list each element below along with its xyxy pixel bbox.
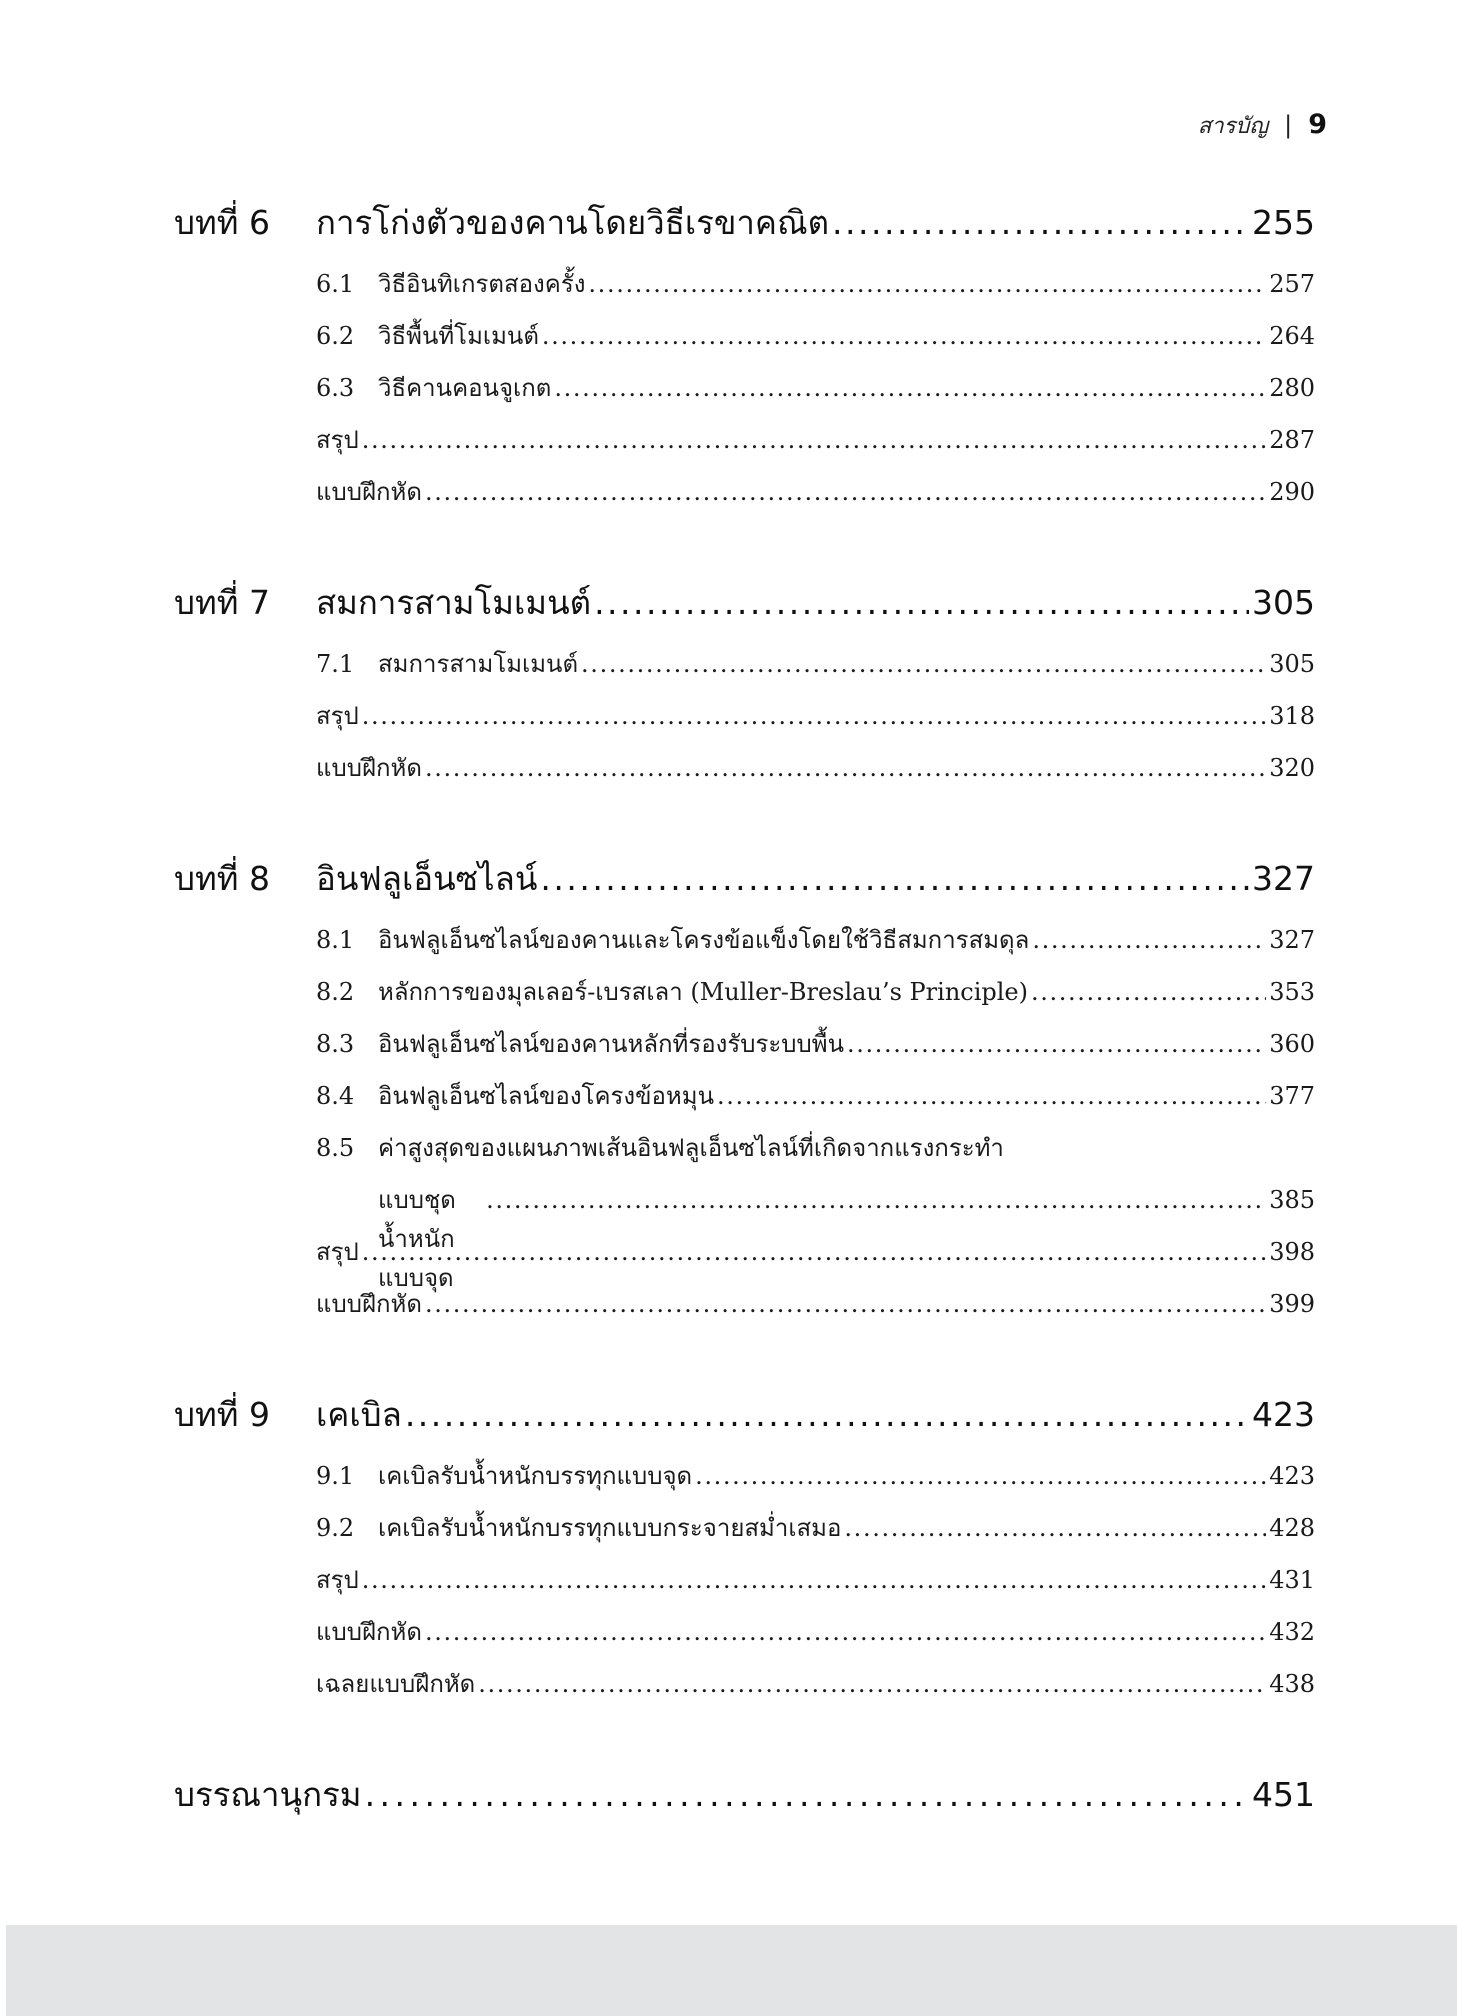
dot-leader (1032, 926, 1266, 954)
chapter-7 (174, 576, 1315, 800)
section-title: เคเบิลรับน้ำหนักบรรทุกแบบกระจายสม่ำเสมอ (378, 1514, 842, 1542)
dot-leader (425, 1618, 1266, 1646)
section-title: สมการสามโมเมนต์ (378, 650, 579, 678)
chapter-title: เคเบิล (316, 1395, 402, 1434)
section-list (316, 920, 1315, 1336)
toc-entry[interactable] (316, 1612, 1315, 1664)
section-page: 305 (1269, 650, 1315, 678)
section-page: 423 (1269, 1462, 1315, 1490)
dot-leader (365, 1775, 1249, 1814)
entry-first-line (316, 1128, 1315, 1180)
chapter-heading[interactable] (174, 1388, 1315, 1452)
section-title: เคเบิลรับน้ำหนักบรรทุกแบบจุด (378, 1462, 693, 1490)
dot-leader (588, 270, 1266, 298)
dot-leader (478, 1670, 1266, 1698)
section-title: สรุป (316, 1238, 359, 1266)
section-title: อินฟลูเอ็นซไลน์ของคานและโครงข้อแข็งโดยใช้วิธีสมการสมดุล (378, 926, 1030, 954)
toc-entry[interactable] (316, 1456, 1315, 1508)
toc-entry[interactable] (316, 1284, 1315, 1336)
table-of-contents (174, 196, 1315, 1832)
dot-leader (594, 583, 1249, 622)
dot-leader (362, 702, 1266, 730)
toc-entry[interactable] (316, 1024, 1315, 1076)
dot-leader (844, 1514, 1266, 1542)
dot-leader (362, 1238, 1266, 1266)
chapter-heading[interactable] (174, 852, 1315, 916)
toc-entry[interactable] (316, 920, 1315, 972)
chapter-title: สมการสามโมเมนต์ (316, 583, 592, 622)
section-title: แบบฝึกหัด (316, 1618, 422, 1646)
chapter-page: 305 (1252, 583, 1315, 622)
section-title: อินฟลูเอ็นซไลน์ของโครงข้อหมุน (378, 1082, 714, 1110)
toc-entry[interactable] (316, 1560, 1315, 1612)
section-page: 264 (1269, 322, 1315, 350)
dot-leader (1031, 978, 1266, 1006)
section-title: สรุป (316, 426, 359, 454)
toc-entry[interactable] (316, 1508, 1315, 1560)
section-number: 8.3 (316, 1030, 355, 1058)
section-list (316, 1456, 1315, 1716)
section-title-line2: แบบชุดน้ำหนักแบบจุด (378, 1186, 456, 1292)
chapter-label: บทที่ 6 (174, 203, 270, 242)
toc-entry[interactable] (316, 472, 1315, 524)
section-title: อินฟลูเอ็นซไลน์ของคานหลักที่รองรับระบบพื้น (378, 1030, 844, 1058)
section-title: สรุป (316, 702, 359, 730)
section-number: 7.1 (316, 650, 355, 678)
section-title: สรุป (316, 1566, 359, 1594)
toc-entry[interactable] (316, 644, 1315, 696)
toc-entry[interactable] (316, 748, 1315, 800)
chapter-page: 255 (1252, 203, 1315, 242)
chapter-title: อินฟลูเอ็นซไลน์ (316, 859, 538, 898)
section-number: 6.3 (316, 374, 355, 402)
page-number: 9 (1308, 109, 1327, 140)
section-title: เฉลยแบบฝึกหัด (316, 1670, 476, 1698)
section-title: หลักการของมุลเลอร์-เบรสเลา (Muller-Breslau’s Principle) (378, 978, 1028, 1006)
dot-leader (832, 203, 1249, 242)
chapter-6 (174, 196, 1315, 524)
toc-entry[interactable] (316, 1664, 1315, 1716)
page-bottom-band (6, 1925, 1457, 2016)
section-page: 438 (1269, 1670, 1315, 1698)
section-title: แบบฝึกหัด (316, 478, 422, 506)
bibliography-page: 451 (1252, 1775, 1315, 1814)
chapter-label: บทที่ 9 (174, 1395, 270, 1434)
section-page: 257 (1269, 270, 1315, 298)
section-page: 431 (1269, 1566, 1315, 1594)
chapter-page: 327 (1252, 859, 1315, 898)
dot-leader (405, 1395, 1249, 1434)
toc-entry[interactable] (316, 972, 1315, 1024)
section-page: 385 (1269, 1186, 1315, 1214)
section-number: 8.2 (316, 978, 355, 1006)
running-header-separator: | (1284, 111, 1293, 139)
section-page: 318 (1269, 702, 1315, 730)
dot-leader (581, 650, 1266, 678)
dot-leader (847, 1030, 1266, 1058)
section-number: 9.2 (316, 1514, 355, 1542)
section-title: วิธีพื้นที่โมเมนต์ (378, 322, 539, 350)
section-list (316, 264, 1315, 524)
section-page: 432 (1269, 1618, 1315, 1646)
chapter-heading[interactable] (174, 196, 1315, 260)
section-number: 8.4 (316, 1082, 355, 1110)
running-header-title: สารบัญ (1197, 114, 1269, 139)
section-page: 360 (1269, 1030, 1315, 1058)
section-page: 320 (1269, 754, 1315, 782)
toc-entry[interactable] (316, 316, 1315, 368)
section-page: 353 (1269, 978, 1315, 1006)
chapter-9 (174, 1388, 1315, 1716)
toc-entry[interactable] (316, 696, 1315, 748)
chapter-title: การโก่งตัวของคานโดยวิธีเรขาคณิต (316, 203, 830, 242)
section-page: 287 (1269, 426, 1315, 454)
section-number: 9.1 (316, 1462, 355, 1490)
toc-entry[interactable] (316, 1076, 1315, 1128)
section-page: 428 (1269, 1514, 1315, 1542)
section-page: 398 (1269, 1238, 1315, 1266)
section-page: 290 (1269, 478, 1315, 506)
toc-entry[interactable] (316, 368, 1315, 420)
section-number: 8.5 (316, 1134, 355, 1162)
section-title: วิธีคานคอนจูเกต (378, 374, 552, 402)
dot-leader (425, 754, 1266, 782)
dot-leader (717, 1082, 1266, 1110)
dot-leader (695, 1462, 1266, 1490)
bibliography-entry[interactable] (174, 1768, 1315, 1832)
dot-leader (362, 426, 1266, 454)
section-title: แบบฝึกหัด (316, 1290, 422, 1318)
section-page: 377 (1269, 1082, 1315, 1110)
section-number: 6.1 (316, 270, 355, 298)
dot-leader (362, 1566, 1266, 1594)
chapter-8 (174, 852, 1315, 1336)
chapter-page: 423 (1252, 1395, 1315, 1434)
dot-leader (540, 859, 1249, 898)
dot-leader (542, 322, 1266, 350)
running-header (1198, 108, 1327, 143)
toc-entry[interactable] (316, 264, 1315, 316)
section-title: วิธีอินทิเกรตสองครั้ง (378, 270, 586, 298)
dot-leader (486, 1186, 1266, 1214)
chapter-label: บทที่ 8 (174, 859, 270, 898)
section-number: 6.2 (316, 322, 355, 350)
dot-leader (425, 1290, 1266, 1318)
section-list (316, 644, 1315, 800)
section-page: 399 (1269, 1290, 1315, 1318)
bibliography-title: บรรณานุกรม (174, 1775, 362, 1814)
section-title-line1: ค่าสูงสุดของแผนภาพเส้นอินฟลูเอ็นซไลน์ที่เกิดจากแรงกระทำ (378, 1134, 1004, 1162)
dot-leader (425, 478, 1266, 506)
section-page: 280 (1269, 374, 1315, 402)
chapter-label: บทที่ 7 (174, 583, 270, 622)
dot-leader (554, 374, 1266, 402)
section-number: 8.1 (316, 926, 355, 954)
section-title: แบบฝึกหัด (316, 754, 422, 782)
chapter-heading[interactable] (174, 576, 1315, 640)
section-page: 327 (1269, 926, 1315, 954)
toc-entry[interactable] (316, 420, 1315, 472)
